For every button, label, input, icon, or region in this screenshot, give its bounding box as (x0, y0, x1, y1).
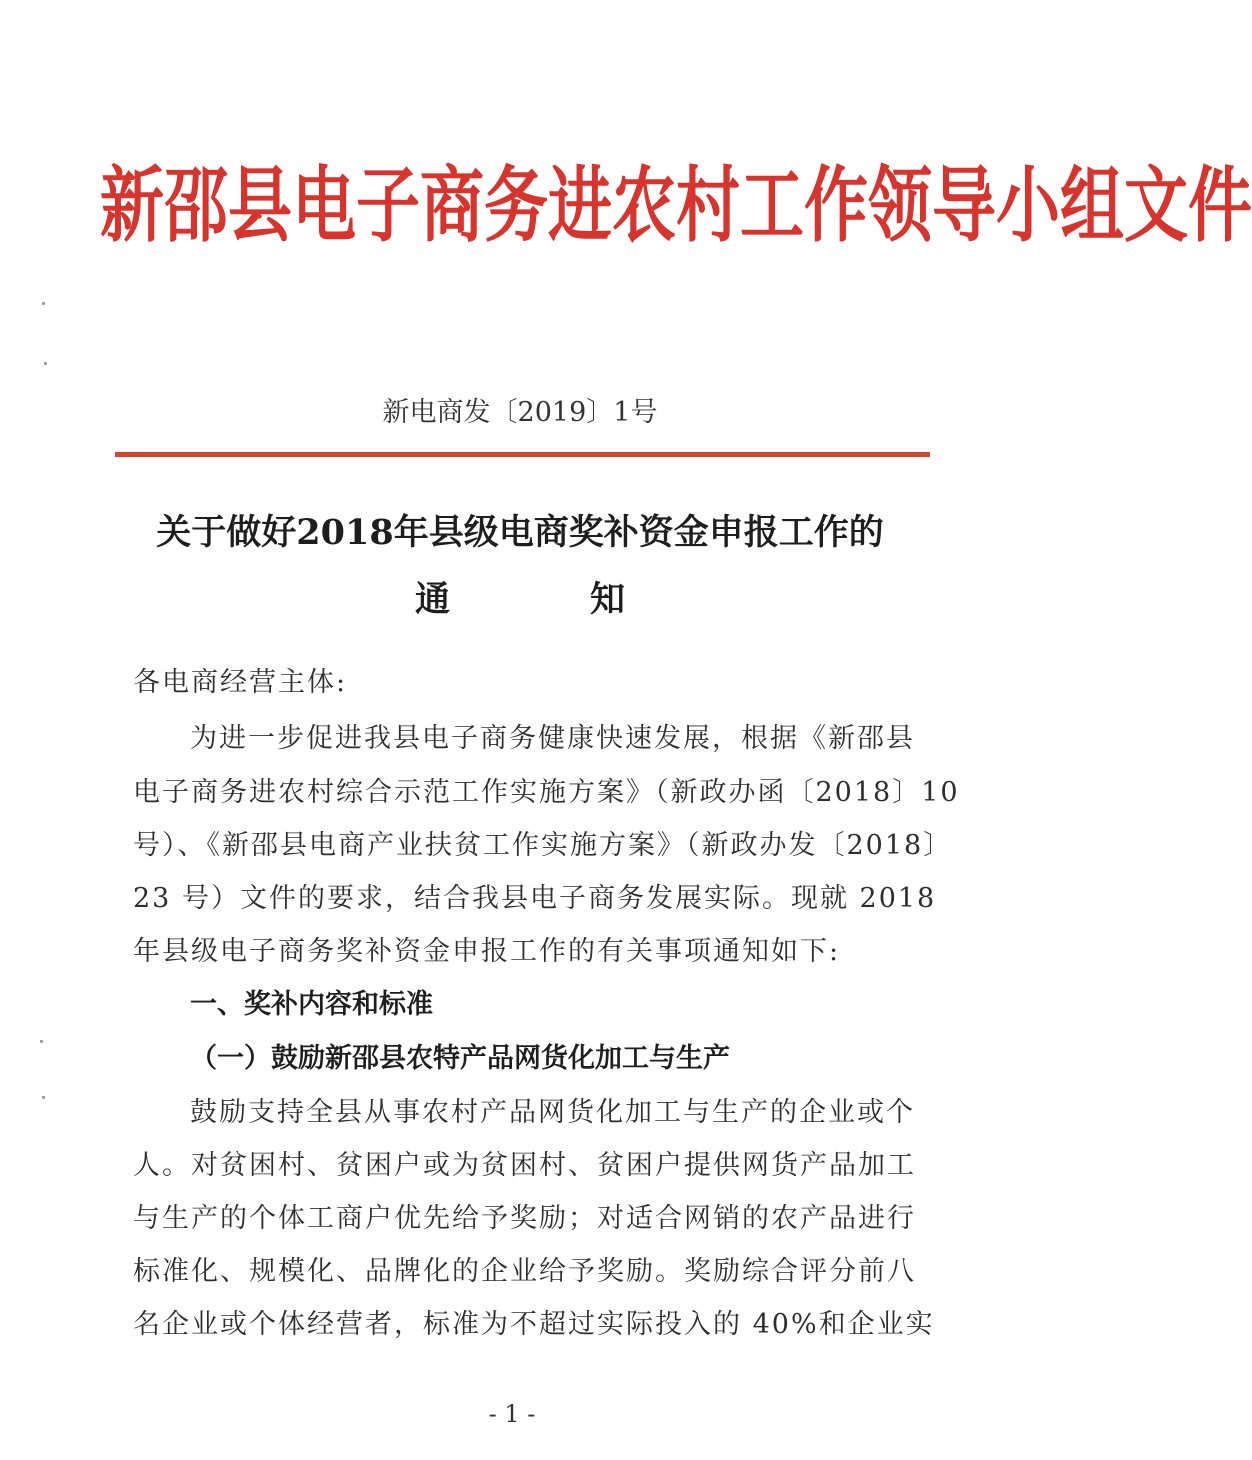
document-number: 新电商发〔2019〕1号 (382, 397, 658, 428)
salutation: 各电商经营主体: (133, 667, 348, 698)
page-number: - 1 - (488, 1400, 536, 1428)
notice-title-line-1: 关于做好2018年县级电商奖补资金申报工作的 (156, 512, 884, 553)
subsection-heading: （一）鼓励新邵县农特产品网货化加工与生产 (190, 1043, 730, 1074)
paragraph2-line: 标准化、规模化、品牌化的企业给予奖励。奖励综合评分前八 (133, 1256, 916, 1287)
paragraph1-line: 23 号）文件的要求，结合我县电子商务发展实际。现就 2018 (133, 883, 937, 914)
issuer-header: 新邵县电子商务进农村工作领导小组文件 (100, 157, 1252, 254)
paragraph2-line: 与生产的个体工商户优先给予奖励；对适合网销的农产品进行 (133, 1203, 916, 1234)
red-separator-rule (115, 452, 930, 457)
scan-speck (44, 362, 47, 365)
paragraph1-line: 电子商务进农村综合示范工作实施方案》（新政办函〔2018〕10 (133, 777, 960, 808)
scan-speck (40, 1040, 43, 1043)
section-heading: 一、奖补内容和标准 (190, 989, 433, 1020)
paragraph1-line: 号）、《新邵县电商产业扶贫工作实施方案》（新政办发〔2018〕 (133, 830, 953, 861)
scan-speck (42, 1096, 45, 1099)
paragraph2-line: 人。对贫困村、贫困户或为贫困村、贫困户提供网货产品加工 (133, 1150, 916, 1181)
notice-title-line-2: 通 知 (414, 579, 625, 620)
paragraph2-line: 鼓励支持全县从事农村产品网货化加工与生产的企业或个 (190, 1097, 915, 1128)
scan-speck (42, 302, 45, 305)
paragraph1-line: 年县级电子商务奖补资金申报工作的有关事项通知如下: (133, 936, 841, 967)
paragraph2-line: 名企业或个体经营者，标准为不超过实际投入的 40%和企业实 (133, 1309, 935, 1340)
paragraph1-line: 为进一步促进我县电子商务健康快速发展，根据《新邵县 (190, 723, 915, 754)
